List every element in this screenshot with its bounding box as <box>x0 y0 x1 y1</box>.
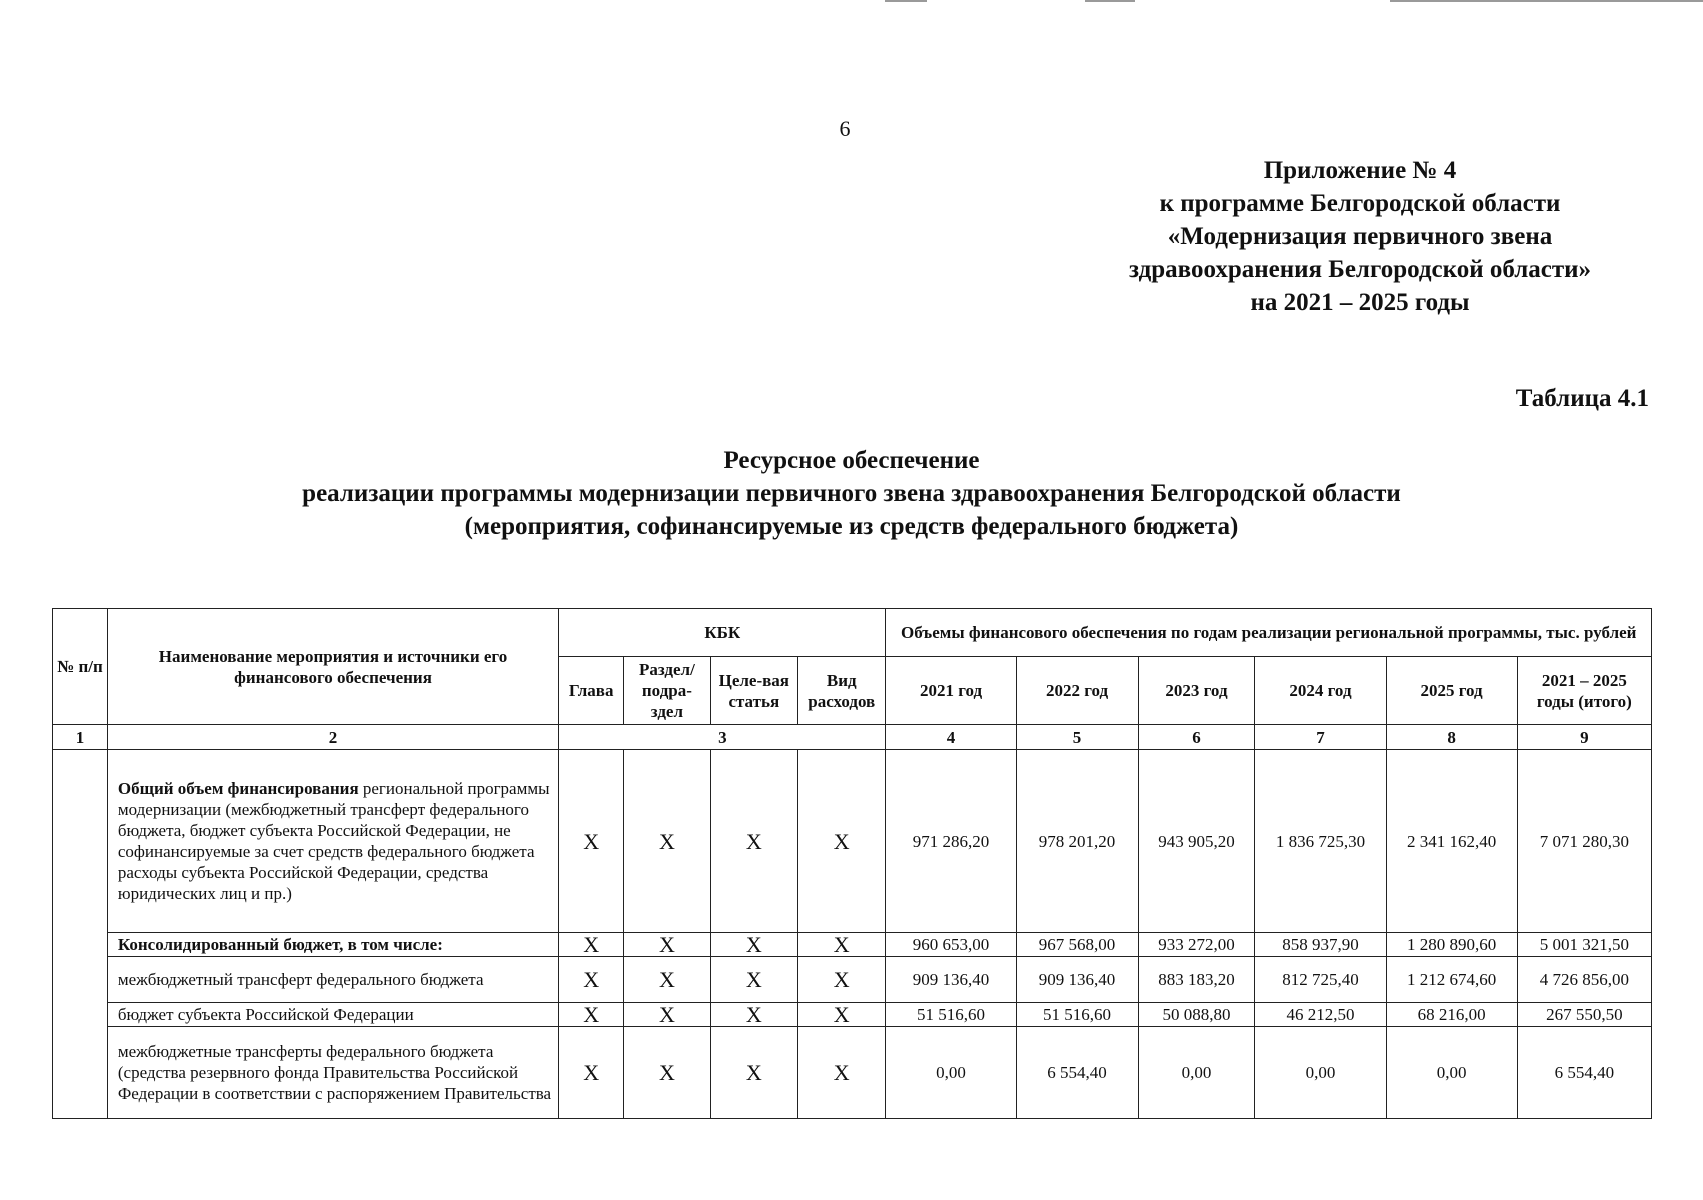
kbk-cell: Х <box>710 750 797 933</box>
index-cell: 4 <box>886 725 1016 750</box>
value-cell: 909 136,40 <box>886 957 1016 1003</box>
header-kbk: КБК <box>559 609 886 657</box>
appendix-line: здравоохранения Белгородской области» <box>1128 256 1592 283</box>
kbk-cell: Х <box>559 750 624 933</box>
page-number: 6 <box>839 116 851 141</box>
table-row <box>53 1003 1652 1027</box>
value-cell: 7 071 280,30 <box>1517 750 1651 933</box>
title-line: Ресурсное обеспечение <box>723 447 980 474</box>
value-cell: 971 286,20 <box>886 750 1016 933</box>
value-cell: 967 568,00 <box>1016 933 1138 957</box>
kbk-cell: Х <box>624 1003 710 1027</box>
kbk-cell: Х <box>710 957 797 1003</box>
value-cell: 858 937,90 <box>1255 933 1386 957</box>
header-kbk-section: Раздел/ подра-здел <box>624 657 710 725</box>
header-year: 2022 год <box>1016 657 1138 725</box>
value-cell: 978 201,20 <box>1016 750 1138 933</box>
appendix-line: на 2021 – 2025 годы <box>1250 289 1470 316</box>
scan-artifact-line <box>885 0 927 2</box>
value-cell: 267 550,50 <box>1517 1003 1651 1027</box>
kbk-cell: Х <box>559 1003 624 1027</box>
value-cell: 883 183,20 <box>1138 957 1255 1003</box>
row-label-text: межбюджетный трансферт федерального бюджета <box>117 970 484 989</box>
kbk-cell: Х <box>624 933 710 957</box>
kbk-cell: Х <box>559 933 624 957</box>
kbk-cell: Х <box>798 957 886 1003</box>
header-kbk-type: Вид расходов <box>798 657 886 725</box>
kbk-cell: Х <box>798 1003 886 1027</box>
kbk-cell: Х <box>624 1027 710 1119</box>
value-cell: 960 653,00 <box>886 933 1016 957</box>
value-cell: 4 726 856,00 <box>1517 957 1651 1003</box>
value-cell: 1 280 890,60 <box>1386 933 1517 957</box>
header-year: 2023 год <box>1138 657 1255 725</box>
row-label-bold: Консолидированный бюджет, в том числе: <box>117 935 443 954</box>
appendix-heading <box>1060 154 1660 319</box>
row-label-text: бюджет субъекта Российской Федерации <box>117 1005 414 1024</box>
table-number: Таблица 4.1 <box>1515 385 1649 412</box>
index-cell: 1 <box>53 725 108 750</box>
kbk-cell: Х <box>624 750 710 933</box>
value-cell: 51 516,60 <box>886 1003 1016 1027</box>
header-volumes: Объемы финансового обеспечения по годам реализации региональной программы, тыс. рублей <box>886 609 1652 657</box>
index-cell: 7 <box>1255 725 1386 750</box>
table-row <box>53 957 1652 1003</box>
kbk-cell: Х <box>559 957 624 1003</box>
table-row <box>53 933 1652 957</box>
header-year: 2024 год <box>1255 657 1386 725</box>
value-cell: 0,00 <box>1386 1027 1517 1119</box>
value-cell: 51 516,60 <box>1016 1003 1138 1027</box>
kbk-cell: Х <box>798 1027 886 1119</box>
value-cell: 1 212 674,60 <box>1386 957 1517 1003</box>
value-cell: 0,00 <box>1138 1027 1255 1119</box>
table-row <box>53 1027 1652 1119</box>
value-cell: 50 088,80 <box>1138 1003 1255 1027</box>
header-row <box>53 609 1652 657</box>
scan-artifact-line <box>1390 0 1703 2</box>
header-year: 2021 год <box>886 657 1016 725</box>
value-cell: 1 836 725,30 <box>1255 750 1386 933</box>
header-year-total: 2021 – 2025 годы (итого) <box>1517 657 1651 725</box>
header-name: Наименование мероприятия и источники его финансового обеспечения <box>107 609 558 725</box>
header-num: № п/п <box>53 609 108 725</box>
header-kbk-chapter: Глава <box>559 657 624 725</box>
index-cell: 5 <box>1016 725 1138 750</box>
row-label <box>107 1003 558 1027</box>
kbk-cell: Х <box>710 1003 797 1027</box>
value-cell: 943 905,20 <box>1138 750 1255 933</box>
kbk-cell: Х <box>710 1027 797 1119</box>
row-label <box>107 933 558 957</box>
index-cell: 3 <box>559 725 886 750</box>
title-line: реализации программы модернизации первичного звена здравоохранения Белгородской области <box>302 480 1401 507</box>
appendix-line: «Модернизация первичного звена <box>1167 223 1553 250</box>
kbk-cell: Х <box>624 957 710 1003</box>
row-label-text: межбюджетные трансферты федерального бюджета (средства резервного фонда Правительства Российской Федерации в соответствии с распоряжением Правительства <box>117 1042 552 1103</box>
kbk-cell: Х <box>798 933 886 957</box>
row-label-bold: Общий объем финансирования <box>117 779 359 798</box>
header-kbk-target: Целе-вая статья <box>710 657 797 725</box>
kbk-cell: Х <box>798 750 886 933</box>
value-cell: 0,00 <box>886 1027 1016 1119</box>
scan-artifact-line <box>1085 0 1135 2</box>
appendix-line: к программе Белгородской области <box>1159 190 1561 217</box>
index-cell: 8 <box>1386 725 1517 750</box>
resource-table <box>52 608 1652 1119</box>
kbk-cell: Х <box>710 933 797 957</box>
value-cell: 812 725,40 <box>1255 957 1386 1003</box>
value-cell: 68 216,00 <box>1386 1003 1517 1027</box>
kbk-cell: Х <box>559 1027 624 1119</box>
index-cell: 6 <box>1138 725 1255 750</box>
header-year: 2025 год <box>1386 657 1517 725</box>
index-cell: 9 <box>1517 725 1651 750</box>
row-label <box>107 750 558 933</box>
row-num-cell <box>53 750 108 1119</box>
value-cell: 6 554,40 <box>1016 1027 1138 1119</box>
appendix-line: Приложение № 4 <box>1263 157 1457 184</box>
value-cell: 933 272,00 <box>1138 933 1255 957</box>
table-row <box>53 750 1652 933</box>
document-title <box>0 444 1703 543</box>
value-cell: 2 341 162,40 <box>1386 750 1517 933</box>
value-cell: 0,00 <box>1255 1027 1386 1119</box>
value-cell: 909 136,40 <box>1016 957 1138 1003</box>
value-cell: 6 554,40 <box>1517 1027 1651 1119</box>
index-cell: 2 <box>107 725 558 750</box>
row-label <box>107 1027 558 1119</box>
value-cell: 5 001 321,50 <box>1517 933 1651 957</box>
row-label <box>107 957 558 1003</box>
value-cell: 46 212,50 <box>1255 1003 1386 1027</box>
row-label-text: региональной программы модернизации (межбюджетный трансферт федерального бюджета, бюджет субъекта Российской Федерации, не софинансируемые за счет средств федерального бюджета расходы субъекта Российской Федерации, средства юридических лиц и пр.) <box>117 779 550 903</box>
title-line: (мероприятия, софинансируемые из средств федерального бюджета) <box>464 513 1239 540</box>
index-row <box>53 725 1652 750</box>
